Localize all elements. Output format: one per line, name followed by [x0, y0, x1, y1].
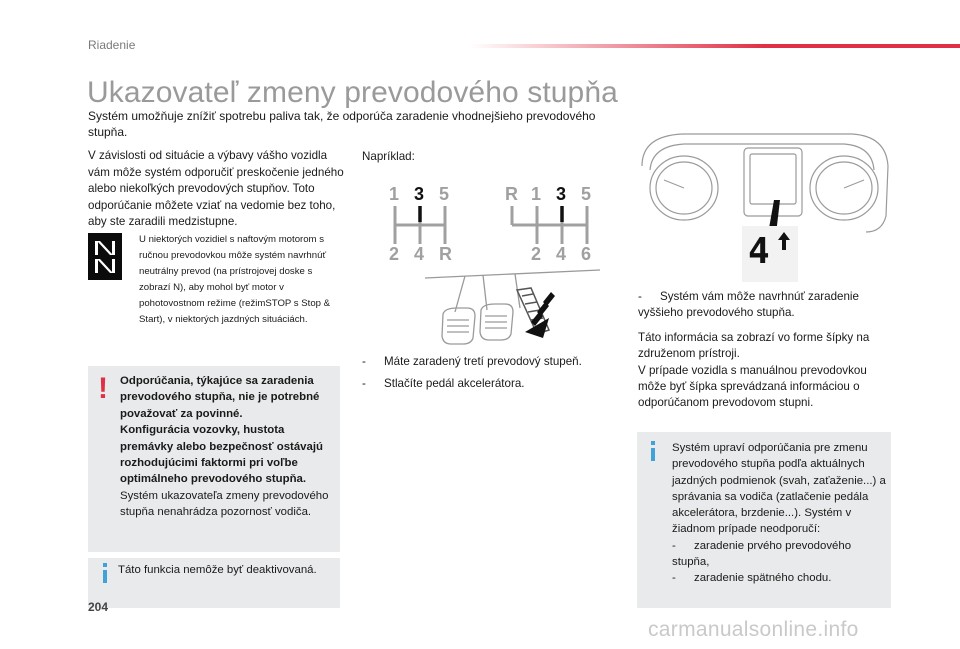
upshift-arrow-icon	[778, 232, 790, 250]
gear-2-top-3: 5	[581, 184, 592, 204]
gear-diagram-1	[380, 182, 470, 266]
gear-2-top-0: R	[505, 184, 518, 204]
example-label: Napríklad:	[362, 150, 415, 163]
warning-bold-1: Odporúčania, týkajúce sa zaradenia prevodového stupňa, nie je potrebné považovať za povinné.	[120, 375, 320, 420]
instrument-cluster-illustration	[636, 126, 892, 234]
neutral-gear-icon	[88, 233, 122, 280]
gear-1-bottom-2: R	[439, 244, 452, 264]
section-label: Riadenie	[88, 38, 136, 52]
left-paragraph: V závislosti od situácie a výbavy vášho vozidla vám môže systém odporučiť preskočenie jedného alebo niekoľkých prevodových stupňov. Toto odporúčanie môžete vziať na vedomie bez toho, aby ste zaradili medzistupne.	[88, 149, 344, 228]
gear-2-top-2: 3	[556, 184, 567, 204]
right-bullet: - Systém vám môže navrhnúť zaradenie vyššieho prevodového stupňa.	[638, 290, 859, 319]
info-text-left: Táto funkcia nemôže byť deaktivovaná.	[118, 564, 317, 576]
warning-exclamation-icon: !	[98, 372, 108, 405]
warning-bold-2: Konfigurácia vozovky, hustota premávky alebo bezpečnosť ostávajú rozhodujúcimi faktormi pri voľbe optimálneho prevodového stupňa.	[120, 424, 323, 486]
gear-2-top-1: 1	[531, 184, 542, 204]
gear-2-bottom-2: 6	[581, 244, 592, 264]
gear-1-top-0: 1	[389, 184, 400, 204]
pedals-illustration	[425, 262, 615, 346]
gear-1-top-1: 3	[414, 184, 425, 204]
warning-text-block	[120, 373, 334, 521]
gear-diagram-2	[500, 182, 610, 266]
right-paragraph-2: V prípade vozidla s manuálnou prevodovkou môže byť šípka sprevádzaná informáciou o odporúčanom prevodovom stupni.	[638, 363, 867, 410]
page-title: Ukazovateľ zmeny prevodového stupňa	[87, 76, 618, 109]
intro-text: Systém umožňuje znížiť spotrebu paliva tak, že odporúča zaradenie vhodnejšieho prevodového stupňa.	[88, 109, 596, 139]
gear-display	[742, 226, 798, 282]
gear-1-bottom-1: 4	[414, 244, 425, 264]
right-paragraph-1: Táto informácia sa zobrazí vo forme šípky na združenom prístroji.	[638, 331, 870, 361]
neutral-note-text: U niektorých vozidiel s naftovým motorom s ručnou prevodovkou môže systém navrhnúť neutrálny prevod (na prístrojovej doske s zobrazí N), aby mohol byť motor v pohotovostnom režime (režimSTOP s Stop & Start), v niektorých jazdných situáciách.	[139, 234, 331, 325]
bullet-item-1: - Máte zaradený tretí prevodový stupeň.	[362, 355, 582, 368]
gear-2-bottom-0: 2	[531, 244, 542, 264]
warning-normal: Systém ukazovateľa zmeny prevodového stupňa nenahrádza pozornosť vodiča.	[120, 489, 329, 519]
info-text-right: Systém upraví odporúčania pre zmenu prevodového stupňa podľa aktuálnych jazdných podmienok (svah, zaťaženie...) a správania sa vodiča (zatlačenie pedála akcelerátora, brzdenie...). Systém v žiadnom prípade neodporučí: - zaradenie prvého prevodového stupňa, - zaradenie spätného chodu.	[672, 442, 886, 585]
watermark: carmanualsonline.info	[648, 618, 859, 641]
header-accent-line	[470, 44, 960, 48]
info-icon	[100, 563, 110, 585]
page-number: 204	[88, 600, 109, 614]
info-icon	[648, 441, 658, 463]
right-paragraph	[638, 330, 893, 411]
bullet-item-2: - Stlačíte pedál akcelerátora.	[362, 377, 525, 390]
gear-1-bottom-0: 2	[389, 244, 400, 264]
gear-2-bottom-1: 4	[556, 244, 567, 264]
recommended-gear-value: 4	[748, 231, 770, 272]
gear-1-top-2: 5	[439, 184, 450, 204]
